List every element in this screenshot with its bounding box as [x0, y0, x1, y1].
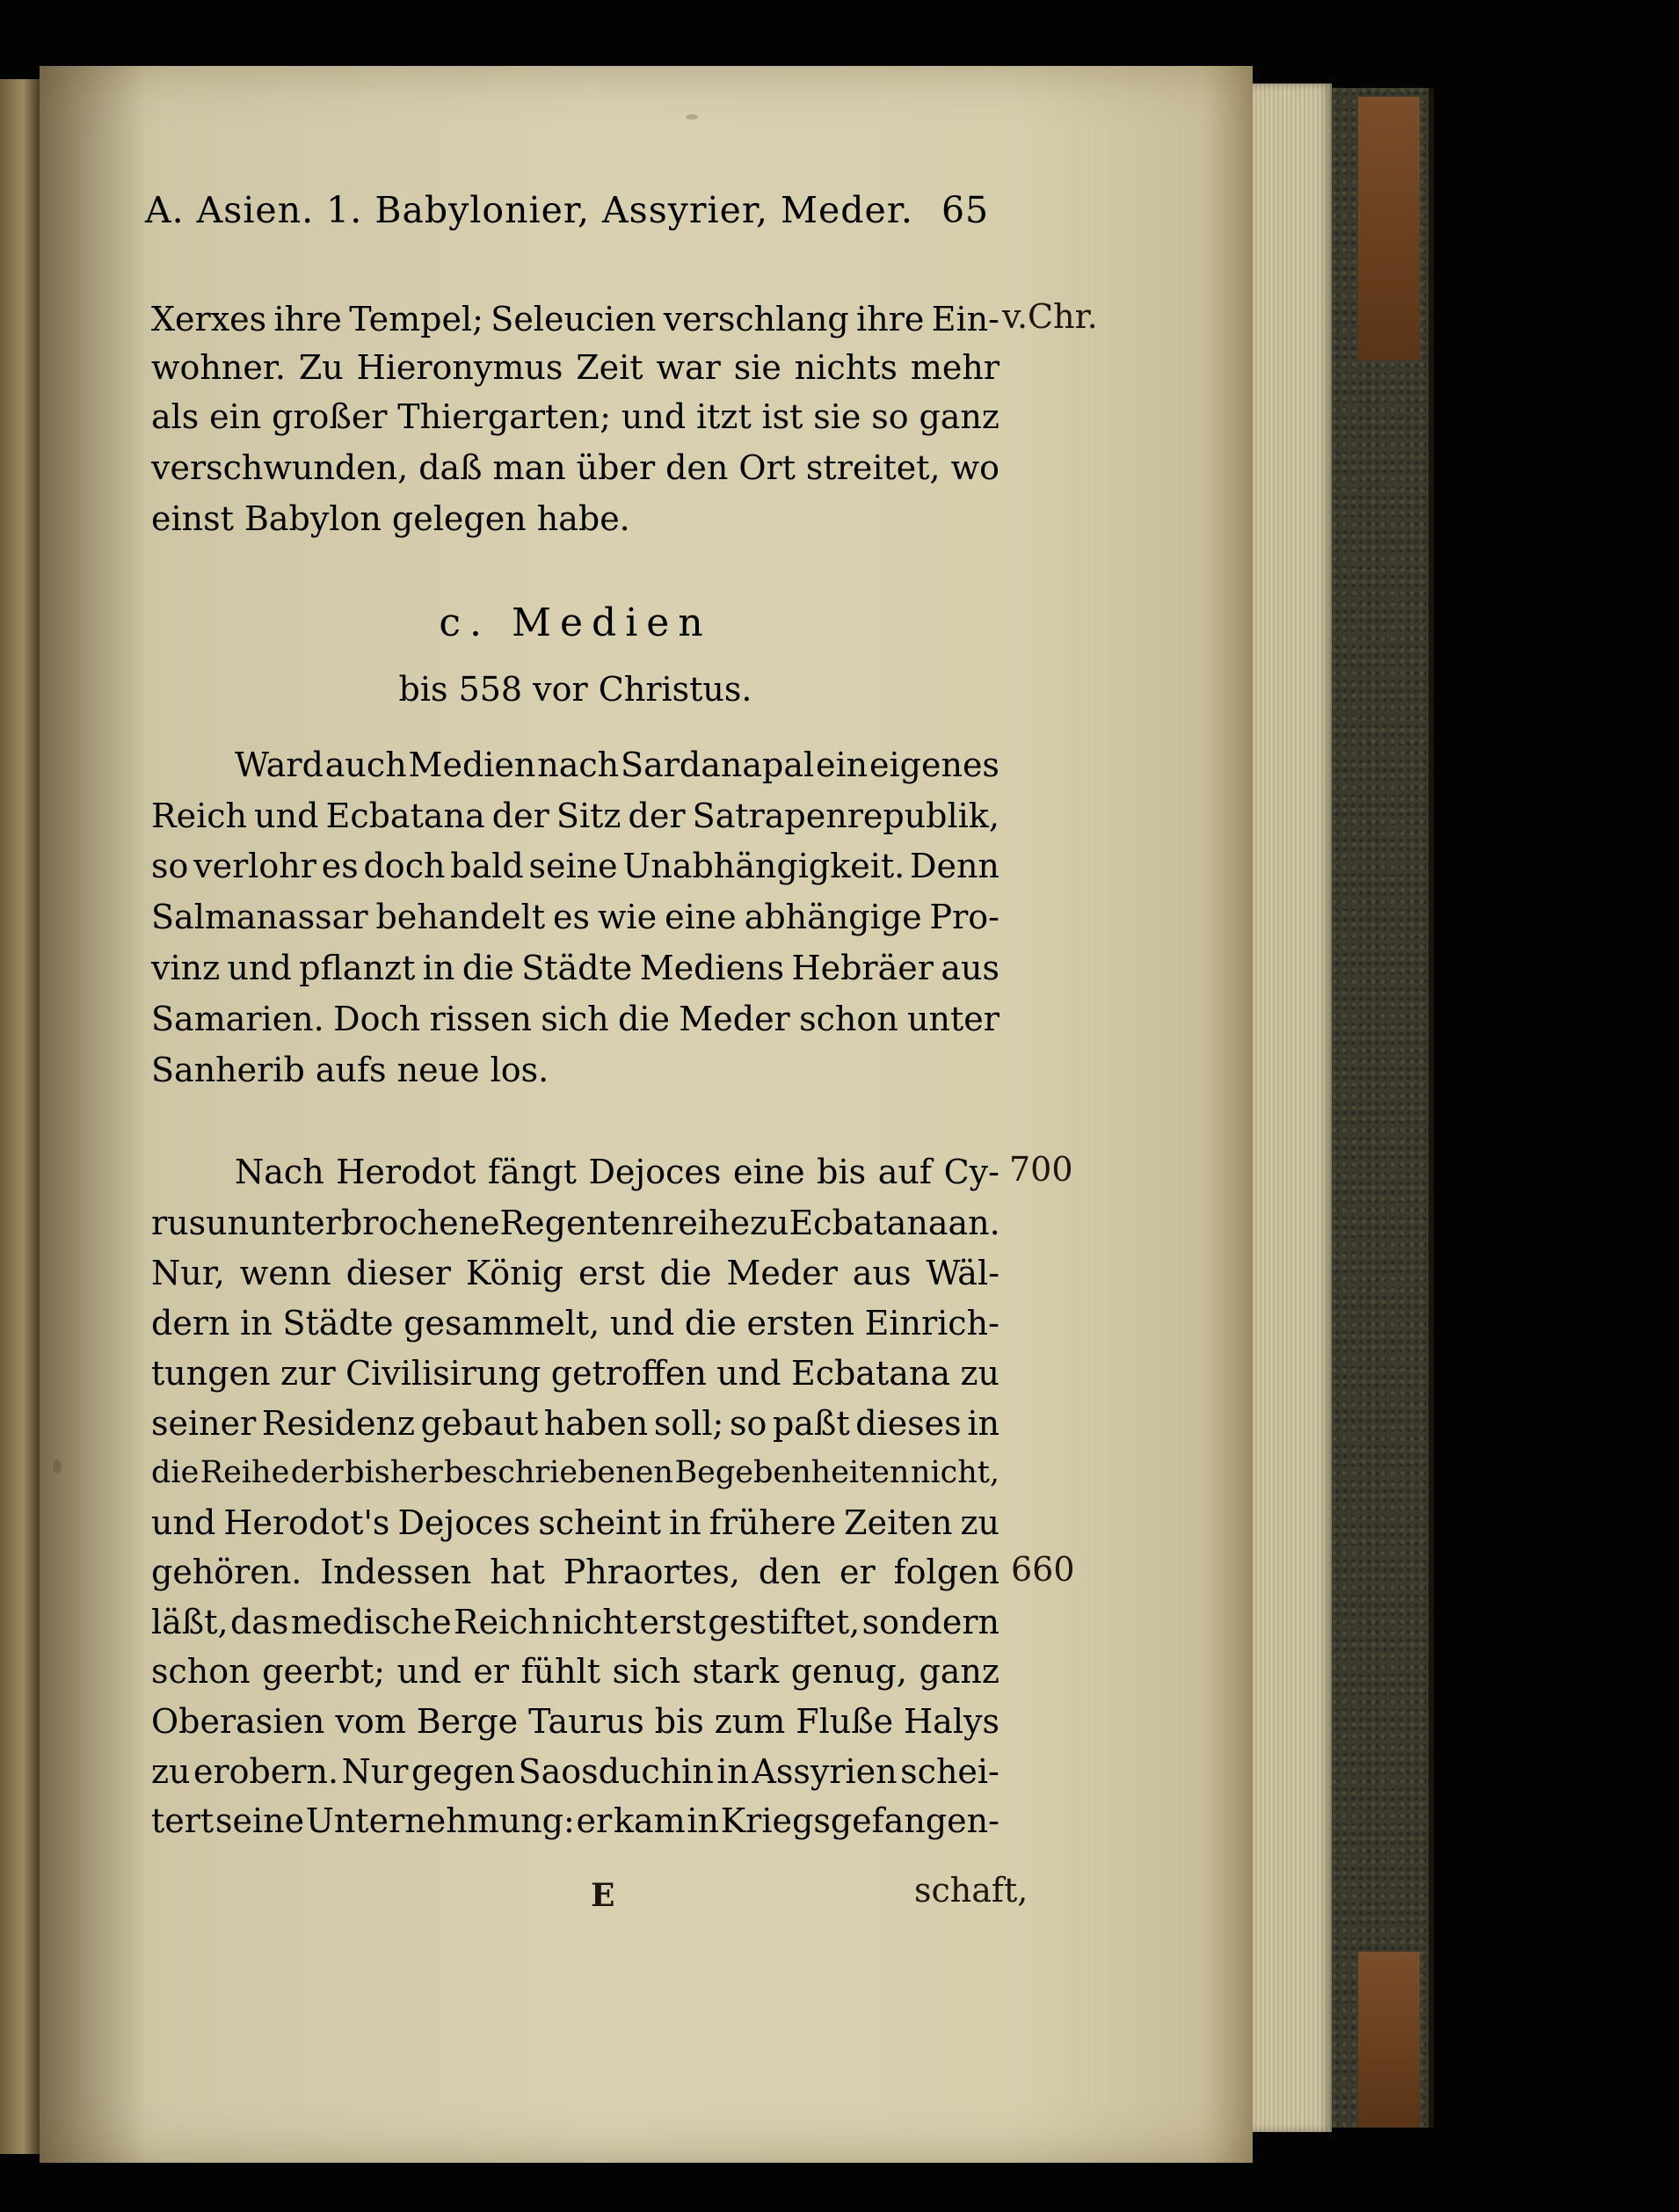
- text-line: läßt, das medische Reich nicht erst gestiftet, sondern: [151, 1603, 999, 1641]
- text-line: tungen zur Civilisirung getroffen und Ecbatana zu: [151, 1354, 999, 1393]
- text-line: Oberasien vom Berge Taurus bis zum Fluße Halys: [151, 1702, 999, 1741]
- text-line: als ein großer Thiergarten; und itzt ist sie so ganz: [151, 397, 999, 436]
- margin-era: v.Chr.: [1002, 297, 1098, 336]
- paper-stain: [53, 1459, 62, 1473]
- text-line: Samarien. Doch rissen sich die Meder schon unter: [151, 1000, 999, 1038]
- text-line: rus ununterbrochene Regentenreihe zu Ecbatana an.: [151, 1204, 1000, 1242]
- gutter-shadow: [40, 66, 145, 2163]
- text-line: zu erobern. Nur gegen Saosduchin in Assyrien schei-: [151, 1752, 999, 1791]
- previous-page-edge: [0, 79, 42, 2154]
- paper-stain: [686, 114, 698, 120]
- running-head: [145, 189, 989, 231]
- section-subtitle: bis 558 vor Christus.: [398, 670, 752, 709]
- text-line: wohner. Zu Hieronymus Zeit war sie nichts mehr: [151, 348, 999, 387]
- text-line: dern in Städte gesammelt, und die ersten Einrich-: [151, 1304, 999, 1342]
- text-line: gehören. Indessen hat Phraortes, den er folgen: [151, 1553, 999, 1591]
- margin-year: 700: [1009, 1150, 1073, 1189]
- text-line: Nur, wenn dieser König erst die Meder aus Wäl-: [151, 1254, 999, 1292]
- text-line: Sanherib aufs neue los.: [151, 1051, 549, 1089]
- catchword: schaft,: [914, 1871, 1028, 1910]
- page-number: 65: [941, 189, 990, 231]
- text-line: Ward auch Medien nach Sardanapal ein eigenes: [235, 746, 999, 784]
- section-title: c. Medien: [439, 600, 712, 645]
- text-line: schon geerbt; und er fühlt sich stark genug, ganz: [151, 1652, 999, 1691]
- page-block-edge: [1253, 84, 1332, 2132]
- signature-mark: E: [591, 1877, 615, 1914]
- text-line: Salmanassar behandelt es wie eine abhängige Pro-: [151, 898, 999, 936]
- text-line: und Herodot's Dejoces scheint in frühere Zeiten zu: [151, 1503, 999, 1542]
- cover-leather-top: [1358, 97, 1420, 360]
- text-line: so verlohr es doch bald seine Unabhängigkeit. Denn: [151, 847, 999, 885]
- text-line: einst Babylon gelegen habe.: [151, 499, 630, 538]
- text-line: seiner Residenz gebaut haben soll; so paßt dieses in: [151, 1404, 999, 1443]
- text-line: Nach Herodot fängt Dejoces eine bis auf Cy-: [235, 1153, 999, 1191]
- running-title: A. Asien. 1. Babylonier, Assyrier, Meder.: [145, 189, 913, 231]
- text-line: vinz und pflanzt in die Städte Mediens Hebräer aus: [151, 949, 999, 987]
- text-line: tert seine Unternehmung: er kam in Kriegsgefangen-: [151, 1801, 999, 1840]
- text-line: verschwunden, daß man über den Ort streitet, wo: [151, 448, 999, 487]
- book-cover: [1332, 88, 1434, 2128]
- text-line: die Reihe der bisher beschriebenen Begebenheiten nicht,: [151, 1455, 999, 1490]
- margin-year: 660: [1011, 1550, 1075, 1589]
- text-line: Xerxes ihre Tempel; Seleucien verschlang ihre Ein-: [151, 300, 999, 338]
- text-line: Reich und Ecbatana der Sitz der Satrapenrepublik,: [151, 797, 999, 835]
- cover-leather-bottom: [1358, 1952, 1420, 2128]
